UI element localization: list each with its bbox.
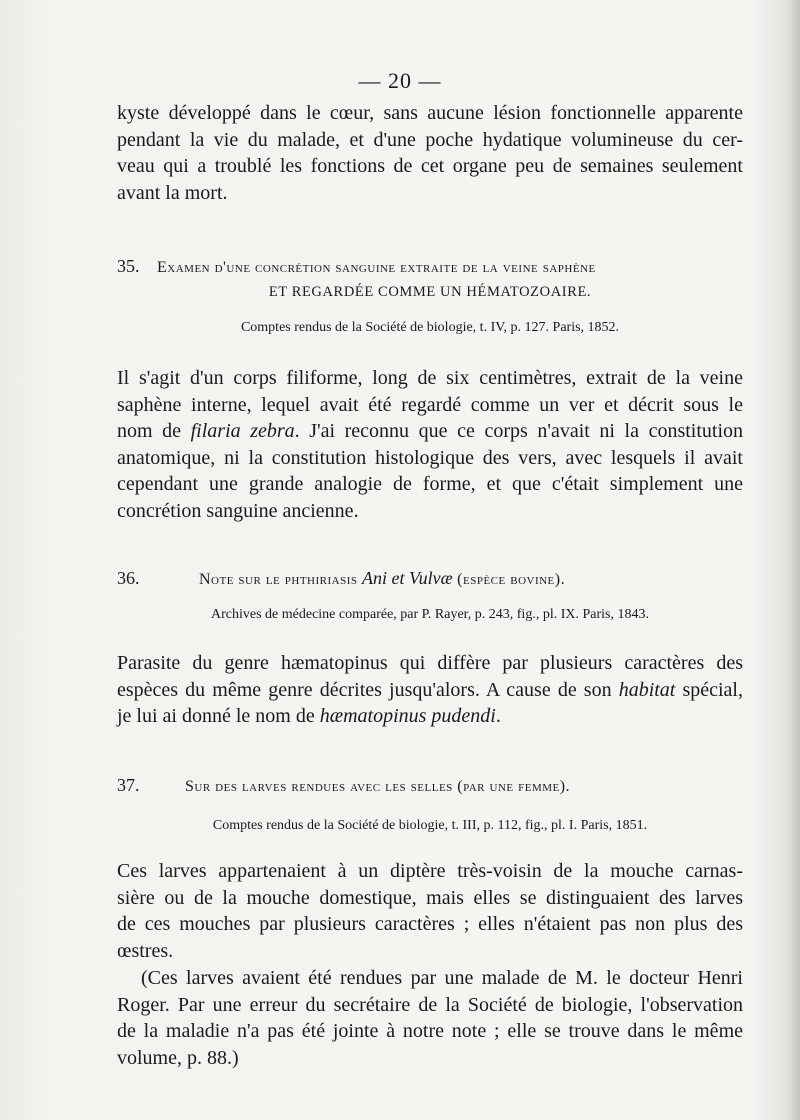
entry-title-text: Sur des larves rendues avec les selles (par une femme). — [185, 778, 571, 795]
text-run: nom de — [117, 420, 191, 442]
text-line: saphène interne, lequel avait été regardé comme un ver et décrit sous le — [117, 393, 743, 416]
text-line: œstres. — [117, 939, 174, 962]
entry-number: 37. — [117, 775, 140, 795]
page-number: — 20 — — [358, 68, 442, 93]
entry-35-title-line2: ET REGARDÉE COMME UN HÉMATOZOAIRE. — [268, 284, 592, 300]
entry-37-body — [117, 858, 743, 964]
text-run: je lui ai donné le nom de — [117, 705, 320, 727]
text-line — [117, 703, 743, 730]
entry-title-text: (espèce bovine). — [452, 571, 566, 588]
text-line: pendant la vie du malade, et d'une poche hydatique volumineuse du cer- — [117, 128, 743, 151]
text-line: Ces larves appartenaient à un diptère très-voisin de la mouche carnas- — [117, 860, 743, 882]
text-line: concrétion sanguine ancienne. — [117, 499, 359, 522]
text-line: (Ces larves avaient été rendues par une malade de M. le docteur Henri — [141, 967, 743, 989]
text-line — [117, 677, 743, 704]
entry-title-italic: Ani et Vulvæ — [362, 568, 453, 588]
entry-title-text: Note sur le phthiriasis — [199, 571, 363, 588]
text-run: . J'ai reconnu que ce corps n'avait ni la constitution — [294, 420, 744, 442]
text-line: Roger. Par une erreur du secrétaire de la Société de biologie, l'observation — [117, 993, 743, 1016]
page-edge-shadow — [786, 0, 800, 1120]
entry-37-title — [117, 773, 757, 799]
text-run: espèces du même genre décrites jusqu'alors. A cause de son — [117, 678, 619, 701]
entry-37-source: Comptes rendus de la Société de biologie, t. III, p. 112, fig., pl. I. Paris, 1851. — [212, 818, 648, 833]
entry-35-body — [117, 365, 743, 524]
text-line: cependant une grande analogie de forme, et que c'était simplement une — [117, 473, 743, 495]
text-line: kyste développé dans le cœur, sans aucune lésion fonctionnelle apparente — [117, 102, 743, 124]
entry-number: 35. — [117, 256, 140, 276]
text-line: de la maladie n'a pas été jointe à notre note ; elle se trouve dans le même — [117, 1020, 743, 1042]
text-line: sière ou de la mouche domestique, mais elles se distinguaient des larves — [117, 886, 743, 909]
intro-paragraph — [117, 100, 743, 206]
text-line: Il s'agit d'un corps filiforme, long de six centimètres, extrait de la veine — [117, 367, 743, 389]
text-line: Parasite du genre hæmatopinus qui diffère par plusieurs caractères des — [117, 652, 743, 674]
entry-37-note — [117, 965, 743, 1071]
entry-35-title — [117, 254, 757, 280]
species-name: hæmatopinus pudendi — [319, 705, 496, 727]
entry-title-text: Examen d'une concrétion sanguine extraite de la veine saphène — [157, 259, 596, 276]
text-line: de ces mouches par plusieurs caractères ; elles n'étaient pas non plus des — [117, 913, 743, 935]
italic-word: habitat — [618, 678, 676, 701]
entry-number: 36. — [117, 568, 140, 588]
text-line: avant la mort. — [117, 181, 228, 204]
entry-36-source: Archives de médecine comparée, par P. Rayer, p. 243, fig., pl. IX. Paris, 1843. — [211, 607, 649, 622]
entry-36-title — [117, 566, 757, 592]
text-line: volume, p. 88.) — [117, 1046, 239, 1069]
text-line: anatomique, ni la constitution histologique des vers, avec lesquels il avait — [117, 446, 743, 469]
entry-36-body — [117, 650, 743, 730]
text-line — [117, 418, 743, 445]
text-run: . — [495, 705, 501, 727]
text-run: spécial, — [675, 678, 743, 701]
species-name: filaria zebra — [190, 420, 295, 442]
text-line: veau qui a troublé les fonctions de cet organe peu de semaines seulement — [117, 155, 743, 177]
entry-35-source: Comptes rendus de la Société de biologie, t. IV, p. 127. Paris, 1852. — [240, 320, 620, 335]
